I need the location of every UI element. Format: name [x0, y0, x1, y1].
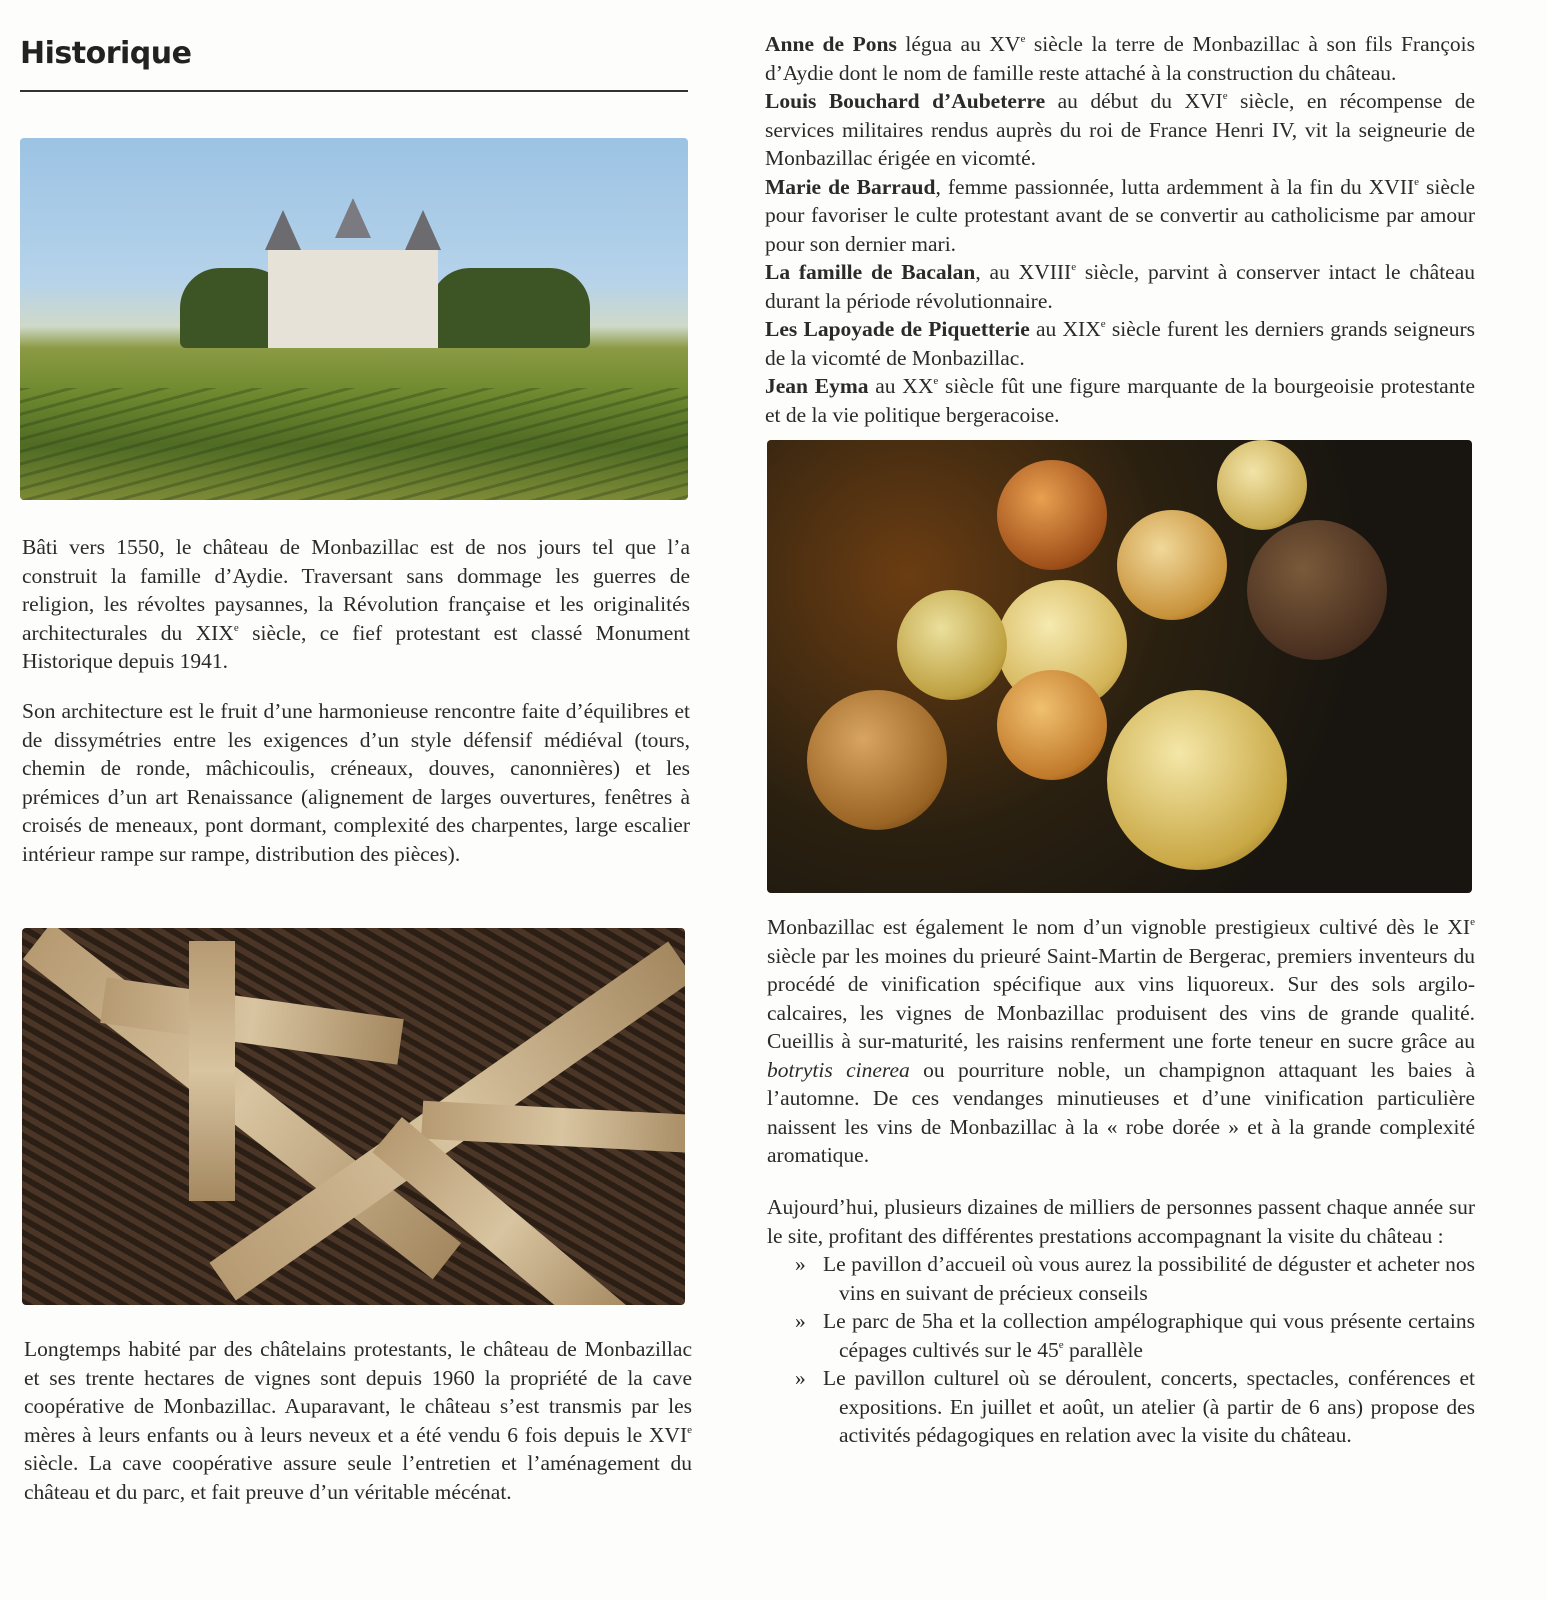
text-run: Le pavillon culturel où se déroulent, concerts, spectacles, conférences et expositions. En juillet et août, un atelier (à partir de 6 ans) propose des activités pédagogiques en relation avec la visite du château. [823, 1366, 1475, 1447]
person-name: La famille de Bacalan [765, 260, 976, 284]
text-run: , femme passionnée, lutta ardemment à la fin du XVII [935, 174, 1415, 199]
text-run: siècle la terre de Monbazillac à son fils François d’Aydie dont le nom de famille reste attaché à la construction du château. [765, 32, 1476, 85]
tower [335, 198, 371, 238]
historical-figure-entry [765, 30, 1475, 87]
title-divider [20, 90, 688, 92]
services-list [767, 1250, 1475, 1450]
text-run: Le pavillon d’accueil où vous aurez la possibilité de déguster et acheter nos vins en suivant de précieux conseils [823, 1252, 1475, 1305]
historical-figure-entry [765, 315, 1475, 372]
tree [430, 268, 590, 348]
superscript: e [1222, 90, 1228, 102]
bullet-icon: » [795, 1252, 806, 1276]
tower [405, 210, 441, 250]
text-run: Aujourd’hui, plusieurs dizaines de milliers de personnes passent chaque année sur le site, profitant des différentes prestations accompagnant la visite du château : [767, 1195, 1475, 1248]
person-name: Les Lapoyade de Piquetterie [765, 317, 1030, 341]
vine-rows [20, 388, 688, 500]
paragraph-architecture [22, 697, 690, 868]
today-intro [767, 1193, 1475, 1250]
superscript: e [1470, 916, 1475, 928]
service-item [767, 1307, 1475, 1364]
text-run: Le parc de 5ha et la collection ampélographique qui vous présente certains cépages cultivés sur le 45 [823, 1309, 1475, 1362]
person-name: Marie de Barraud [765, 174, 936, 199]
text-run: au XX [868, 374, 934, 398]
historical-figure-entry [765, 372, 1475, 429]
text-run: ou pourriture noble, un champignon attaquant les baies à l’automne. De ces vendanges minutieuses et d’une vinification particulière naissent les vins de Monbazillac à la « robe dorée » et à la grande complexité aromatique. [767, 1057, 1476, 1167]
paragraph-today [767, 1193, 1475, 1450]
paragraph-ownership [24, 1335, 692, 1506]
roof-timber-photo [22, 928, 685, 1305]
historical-figure-entry [765, 258, 1475, 315]
beam [23, 928, 461, 1279]
superscript: e [933, 375, 939, 387]
bullet-icon: » [795, 1309, 806, 1333]
bullet-icon: » [795, 1366, 806, 1390]
service-item [767, 1250, 1475, 1307]
grape [1247, 520, 1387, 660]
superscript: e [1414, 175, 1420, 188]
text-run: siècle pour favoriser le culte protestant avant de se convertir au catholicisme par amour pour son dernier mari. [765, 174, 1475, 256]
grape [807, 690, 947, 830]
castle-vineyard-photo [20, 138, 688, 500]
person-name: Jean Eyma [765, 374, 869, 398]
historical-figure-entry [765, 173, 1475, 259]
grape [1107, 690, 1287, 870]
text-run: siècle, ce fief protestant est classé Monument Historique depuis 1941. [22, 620, 690, 673]
tower [265, 210, 301, 250]
text-run: siècle, parvint à conserver intact le château durant la période révolutionnaire. [765, 260, 1476, 313]
text-run: Monbazillac est également le nom d’un vignoble prestigieux cultivé dès le XI [767, 915, 1471, 939]
paragraph-vineyard [767, 913, 1475, 1170]
person-name: Louis Bouchard d’Aubeterre [765, 89, 1046, 113]
botrytis-grapes-photo [767, 440, 1472, 893]
text-run: légua au XV [896, 32, 1021, 56]
text-run: au XIX [1029, 317, 1101, 341]
grape [1217, 440, 1307, 530]
paragraph-history [22, 533, 690, 676]
text-run: siècle, en récompense de services militaires rendus auprès du roi de France Henri IV, vit la seigneurie de Monbazillac érigée en vicomté. [765, 89, 1475, 170]
text-run: siècle fût une figure marquante de la bourgeoisie protestante et de la vie politique bergeracoise. [765, 374, 1475, 427]
superscript: e [1020, 33, 1026, 45]
text-run: Son architecture est le fruit d’une harmonieuse rencontre faite d’équilibres et de dissymétries entre les exigences d’un style défensif médiéval (tours, chemin de ronde, mâchicoulis, créneaux, douves, canonnières) et les prémices d’un art Renaissance (alignement de larges ouvertures, fenêtres à croisés de meneaux, pont dormant, complexité des charpentes, large escalier intérieur rampe sur rampe, distribution des pièces). [22, 699, 690, 866]
beam [189, 941, 235, 1201]
text-run: au début du XVI [1045, 89, 1223, 113]
beam [421, 1101, 685, 1154]
service-item [767, 1364, 1475, 1450]
superscript: e [687, 1423, 692, 1436]
historical-figures [765, 30, 1475, 429]
superscript: e [233, 621, 239, 634]
text-run: Longtemps habité par des châtelains protestants, le château de Monbazillac et ses trente hectares de vignes sont depuis 1960 la propriété de la cave coopérative de Monbazillac. Auparavant, le château s’est transmis par les mères à leurs enfants ou à leurs neveux et a été vendu 6 fois depuis le XVI [24, 1337, 692, 1447]
text-run: , au XVIII [975, 260, 1072, 284]
person-name: Anne de Pons [765, 32, 897, 56]
superscript: e [1071, 261, 1077, 273]
text-run: siècle par les moines du prieuré Saint-Martin de Bergerac, premiers inventeurs du procédé de vinification spécifique aux vins liquoreux. Sur des sols argilo-calcaires, les vignes de Monbazillac produisent des vins de grande qualité. Cueillis à sur-maturité, les raisins renferment une forte teneur en sucre grâce au [767, 943, 1475, 1053]
grape [997, 460, 1107, 570]
historical-figure-entry [765, 87, 1475, 173]
castle [268, 250, 438, 348]
superscript: e [1058, 1338, 1064, 1351]
grape [997, 670, 1107, 780]
text-run: siècle. La cave coopérative assure seule l’entretien et l’aménagement du château et du parc, et fait preuve d’un véritable mécénat. [24, 1451, 692, 1504]
text-run: Bâti vers 1550, le château de Monbazillac est de nos jours tel que l’a construit la famille d’Aydie. Traversant sans dommage les guerres de religion, les révoltes paysannes, la Révolution française et les originalités architecturales du XIX [22, 535, 690, 645]
superscript: e [1100, 318, 1106, 330]
text-run: parallèle [1063, 1337, 1143, 1362]
grape [897, 590, 1007, 700]
italic-term: botrytis cinerea [767, 1057, 910, 1082]
page-title: Historique [20, 36, 192, 71]
text-run: siècle furent les derniers grands seigneurs de la vicomté de Monbazillac. [765, 317, 1475, 370]
grape [1117, 510, 1227, 620]
